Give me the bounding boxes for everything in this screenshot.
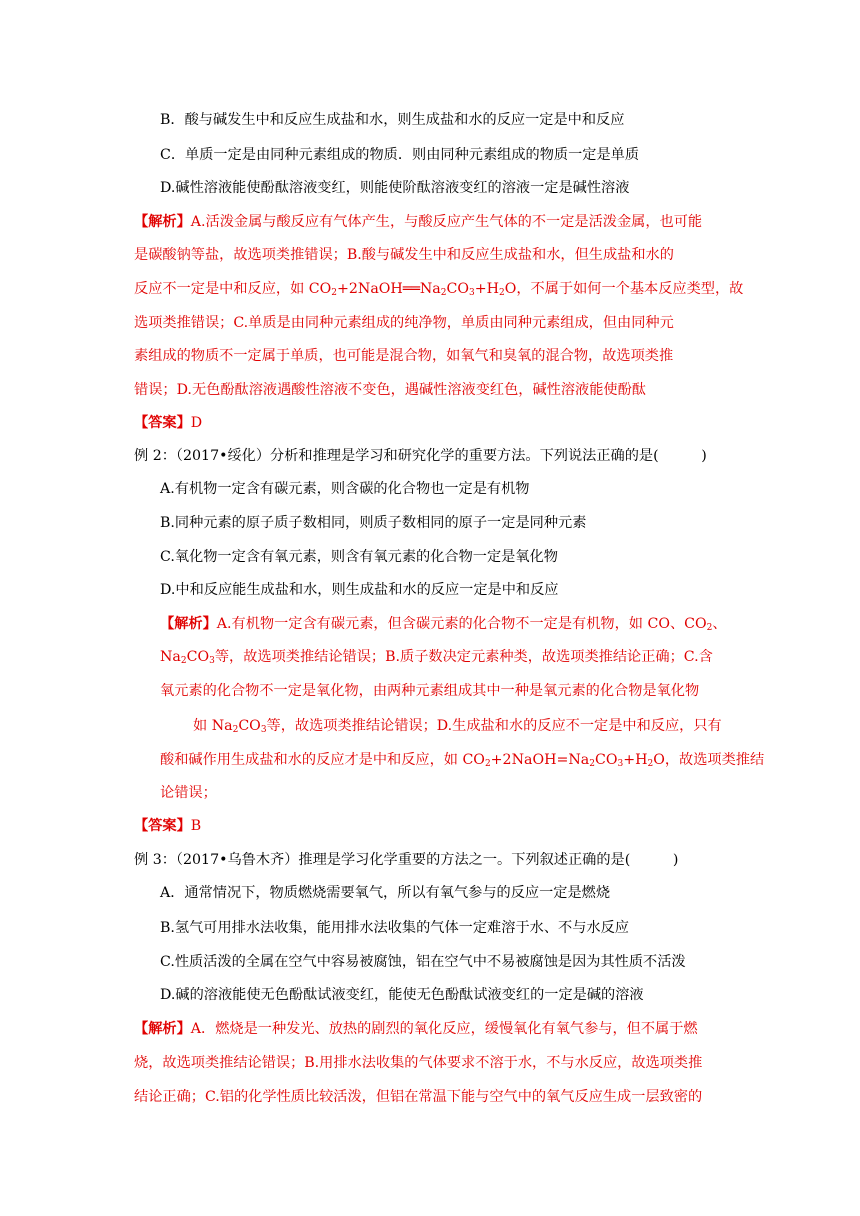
example2-option-a: A.有机物一定含有碳元素，则含碳的化合物也一定是有机物 [160,481,530,497]
example3-option-d: D.碱的溶液能使无色酚酞试液变红，能使无色酚酞试液变红的一定是碱的溶液 [160,987,644,1003]
answer-2: 【答案】B [134,818,202,834]
analysis-text: A.活泼金属与酸反应有气体产生，与酸反应产生气体的不一定是活泼金属，也可能 [190,214,703,230]
example1-option-d: D.碱性溶液能使酚酞溶液变红，则能使阶酞溶液变红的溶液一定是碱性溶液 [160,180,630,196]
answer-tag: 【答案】 [134,818,191,834]
example-2-question: 例 2：（2017•绥化）分析和推理是学习和研究化学的重要方法。下列说法正确的是( ) [134,448,707,464]
example2-option-c: C.氧化物一定含有氧元素，则含有氧元素的化合物一定是氧化物 [160,549,558,565]
example3-option-a: A．通常情况下，物质燃烧需要氧气，所以有氧气参与的反应一定是燃烧 [160,885,611,901]
example1-option-c: C．单质一定是由同种元素组成的物质．则由同种元素组成的物质一定是单质 [160,147,640,163]
analysis-2-line-3: 氧元素的化合物不一定是氧化物，由两种元素组成其中一种是氧元素的化合物是氧化物 [160,683,700,699]
analysis-3-line-1: 【解析】A．燃烧是一种发光、放热的剧烈的氧化反应，缓慢氧化有氧气参与，但不属于燃 [134,1021,698,1037]
analysis-1-line-1 [134,212,702,232]
analysis-1-line-3: 反应不一定是中和反应，如 $CO_2+2NaOH══Na_2CO_3+H_2O$，不属于如何一个基本反应类型，故 [134,281,744,298]
example2-option-d: D.中和反应能生成盐和水，则生成盐和水的反应一定是中和反应 [160,582,559,598]
analysis-3-line-2: 烧，故选项类推结论错误；B.用排水法收集的气体要求不溶于水，不与水反应，故选项类推 [134,1055,703,1071]
analysis-1-line-6: 错误；D.无色酚酞溶液遇酸性溶液不变色，遇碱性溶液变红色，碱性溶液能使酚酞 [134,382,646,398]
analysis-tag: 【解析】 [134,1021,191,1037]
analysis-3-line-3: 结论正确；C.铝的化学性质比较活泼，但铝在常温下能与空气中的氧气反应生成一层致密的 [134,1089,703,1105]
analysis-2-line-5: 酸和碱作用生成盐和水的反应才是中和反应，如 $CO_2+2NaOH=Na_2CO_3+H_2O$，故选项类推结 [160,752,765,769]
analysis-1-line-4: 选项类推错误；C.单质是由同种元素组成的纯净物，单质由同种元素组成，但由同种元 [134,315,674,331]
answer-tag: 【答案】 [134,415,191,431]
analysis-2-line-6: 论错误； [160,785,217,801]
answer-1: 【答案】D [134,415,203,431]
analysis-tag: 【解析】 [134,214,191,230]
example3-option-c: C.性质活泼的全属在空气中容易被腐蚀，铝在空气中不易被腐蚀是因为其性质不活泼 [160,954,686,970]
example-3-question: 例 3：（2017•乌鲁木齐）推理是学习化学重要的方法之一。下列叙述正确的是( ) [134,852,679,868]
example2-option-b: B.同种元素的原子质子数相同，则质子数相同的原子一定是同种元素 [160,515,587,531]
analysis-2-line-1: 【解析】A.有机物一定含有碳元素，但含碳元素的化合物不一定是有机物，如 CO、$CO_2$、 [160,616,727,633]
example1-option-b: B．酸与碱发生中和反应生成盐和水，则生成盐和水的反应一定是中和反应 [160,112,625,128]
analysis-2-line-4: 如 $Na_2CO_3$等，故选项类推结论错误；D.生成盐和水的反应不一定是中和反应，只有 [193,718,722,735]
analysis-1-line-5: 素组成的物质不一定属于单质，也可能是混合物，如氧气和臭氧的混合物，故选项类推 [134,348,674,364]
analysis-tag: 【解析】 [160,616,217,632]
example3-option-b: B.氢气可用排水法收集，能用排水法收集的气体一定难溶于水、不与水反应 [160,920,629,936]
analysis-2-line-2: $Na_2CO_3$等，故选项类推结论错误；B.质子数决定元素种类，故选项类推结论正确；C.含 [160,649,713,666]
analysis-1-line-2: 是碳酸钠等盐，故选项类推错误；B.酸与碱发生中和反应生成盐和水，但生成盐和水的 [134,247,674,263]
